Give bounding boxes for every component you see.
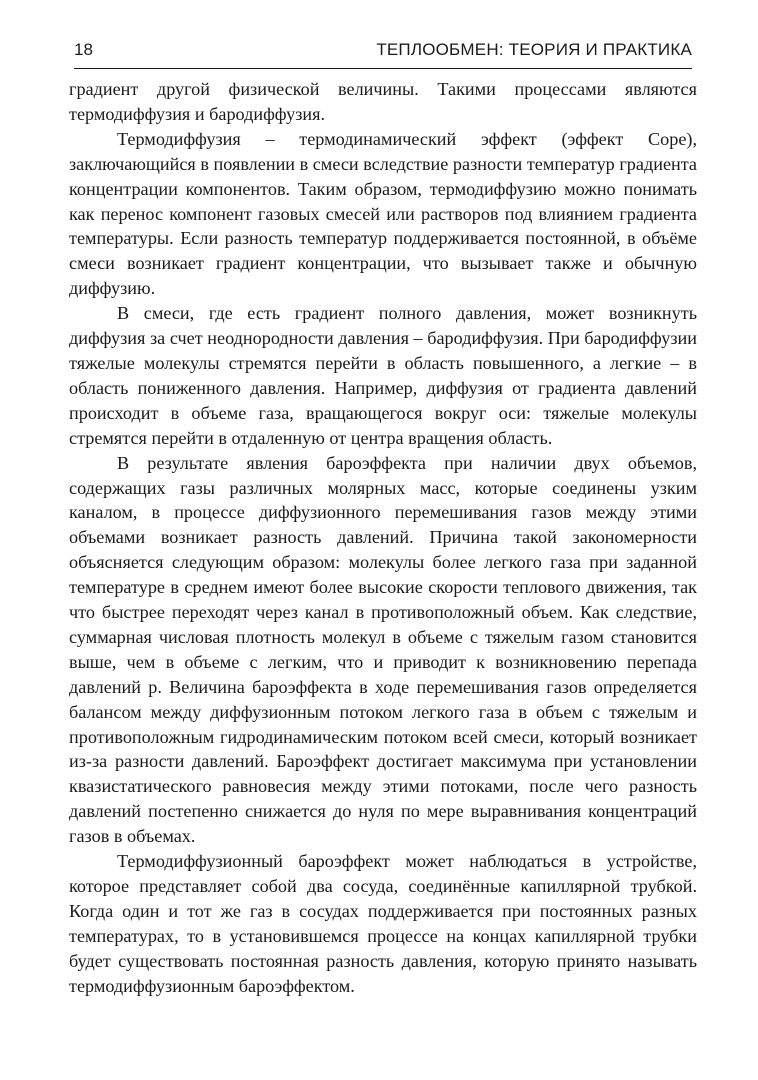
paragraph-thermodiffusion-baroeffect: Термодиффузионный бароэффект может наблюдаться в устройстве, которое представляет собой два сосуда, соединённые капиллярной трубкой. Когда один и тот же газ в сосудах поддерживается при постоянных разных температурах, то в установившемся процессе на концах капиллярной трубки будет существовать постоянная разность давления, которую принято называть термодиффузионным бароэффектом. — [69, 851, 697, 996]
paragraph-thermodiffusion: Термодиффузия – термодинамический эффект (эффект Соре), заключающийся в появлении в смеси вследствие разности температур градиента концентрации компонентов. Таким образом, термодиффузию можно понимать как перенос компонент газовых смесей или растворов под влиянием градиента температуры. Если разность температур поддерживается постоянной, в объёме смеси возникает градиент концентрации, что вызывает также и обычную диффузию. — [69, 128, 697, 299]
paragraph-continuation: градиент другой физической величины. Такими процессами являются термодиффузия и бародиффузия. — [69, 79, 697, 124]
page-body — [69, 77, 697, 999]
running-title: ТЕПЛООБМЕН: ТЕОРИЯ И ПРАКТИКА — [376, 40, 692, 59]
page-header — [74, 38, 692, 69]
paragraph-baroeffect: В результате явления бароэффекта при наличии двух объемов, содержащих газы различных молярных масс, которые соединены узким каналом, в процессе диффузионного перемешивания газов между этими объемами возникает разность давлений. Причина такой закономерности объясняется следующим образом: молекулы более легкого газа при заданной температуре в среднем имеют более высокие скорости теплового движения, так что быстрее переходят через канал в противоположный объем. Как следствие, суммарная числовая плотность молекул в объеме с тяжелым газом становится выше, чем в объеме с легким, что и приводит к возникновению перепада давлений p. Величина бароэффекта в ходе перемешивания газов определяется балансом между диффузионным потоком легкого газа в объем с тяжелым и противоположным гидродинамическим потоком всей смеси, который возникает из-за разности давлений. Бароэффект достигает максимума при установлении квазистатического равновесия между этими потоками, после чего разность давлений постепенно снижается до нуля по мере выравнивания концентраций газов в объемах. — [69, 452, 697, 847]
paragraph-barodiffusion: В смеси, где есть градиент полного давления, может возникнуть диффузия за счет неоднородности давления – бародиффузия. При бародиффузии тяжелые молекулы стремятся перейти в область повышенного, а легкие – в область пониженного давления. Например, диффузия от градиента давлений происходит в объеме газа, вращающегося вокруг оси: тяжелые молекулы стремятся перейти в отдаленную от центра вращения область. — [69, 303, 697, 448]
page-number: 18 — [74, 40, 93, 59]
